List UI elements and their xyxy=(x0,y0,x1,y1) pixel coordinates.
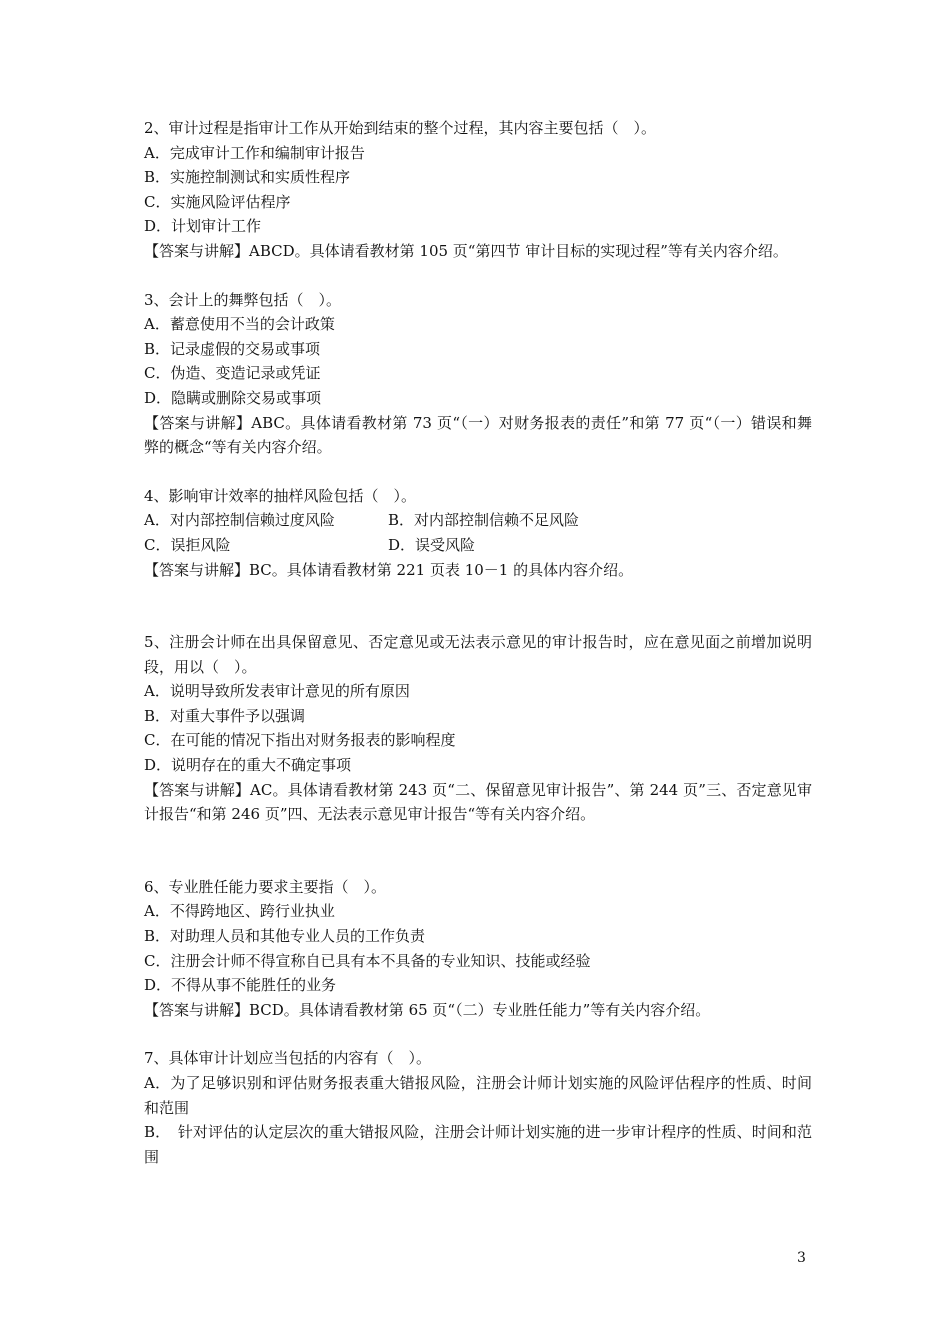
option-b: B．对重大事件予以强调 xyxy=(144,706,306,725)
question-stem: 6、专业胜任能力要求主要指（ ）。 xyxy=(144,877,387,896)
option-b: B．记录虚假的交易或事项 xyxy=(144,339,321,358)
option-d: D．计划审计工作 xyxy=(144,217,262,236)
options-row xyxy=(144,533,812,558)
page-number: 3 xyxy=(797,1250,806,1266)
options-row xyxy=(144,508,812,533)
question-stem: 5、注册会计师在出具保留意见、否定意见或无法表示意见的审计报告时，应在意见面之前增加说明段，用以（ ）。 xyxy=(144,633,812,676)
question-stem: 3、会计上的舞弊包括（ ）。 xyxy=(144,290,342,309)
question-2 xyxy=(144,116,812,264)
answer-explanation: 【答案与讲解】BCD。具体请看教材第 65 页“（二）专业胜任能力”等有关内容介绍。 xyxy=(144,1000,711,1019)
option-d: D．误受风险 xyxy=(388,535,476,554)
question-4 xyxy=(144,484,812,582)
question-stem: 2、审计过程是指审计工作从开始到结束的整个过程，其内容主要包括（ ）。 xyxy=(144,119,657,137)
answer-explanation: 【答案与讲解】BC。具体请看教材第 221 页表 10－1 的具体内容介绍。 xyxy=(144,560,634,579)
answer-explanation: 【答案与讲解】ABC。具体请看教材第 73 页“（一）对财务报表的责任”和第 77 页“（一）错误和舞弊的概念“等有关内容介绍。 xyxy=(144,413,812,457)
question-stem: 7、具体审计计划应当包括的内容有（ ）。 xyxy=(144,1049,432,1068)
option-b: B．对内部控制信赖不足风险 xyxy=(388,511,580,530)
option-c: C．伪造、变造记录或凭证 xyxy=(144,364,321,383)
option-b: B．对助理人员和其他专业人员的工作负责 xyxy=(144,927,426,946)
question-3 xyxy=(144,288,812,460)
option-c: C．实施风险评估程序 xyxy=(144,192,291,211)
question-list xyxy=(144,116,812,1169)
option-d: D．说明存在的重大不确定事项 xyxy=(144,756,352,775)
option-b: B． 针对评估的认定层次的重大错报风险，注册会计师计划实施的进一步审计程序的性质、时间和范围 xyxy=(144,1123,812,1166)
question-7 xyxy=(144,1046,812,1169)
option-a: A．不得跨地区、跨行业执业 xyxy=(144,902,335,921)
option-a: A．说明导致所发表审计意见的所有原因 xyxy=(144,682,410,701)
question-6 xyxy=(144,875,812,1023)
option-a: A．对内部控制信赖过度风险 xyxy=(144,511,335,530)
question-5 xyxy=(144,630,812,827)
option-c: C．注册会计师不得宣称自已具有本不具备的专业知识、技能或经验 xyxy=(144,951,591,970)
option-c: C．在可能的情况下指出对财务报表的影响程度 xyxy=(144,731,456,750)
option-d: D．隐瞒或删除交易或事项 xyxy=(144,388,322,407)
option-a: A．蓄意使用不当的会计政策 xyxy=(144,315,335,334)
answer-explanation: 【答案与讲解】AC。具体请看教材第 243 页“二、保留意见审计报告”、第 244 页”三、否定意见审计报告“和第 246 页”四、无法表示意见审计报告“等有关内容介绍。 xyxy=(144,780,812,824)
answer-explanation: 【答案与讲解】ABCD。具体请看教材第 105 页“第四节 审计目标的实现过程”等有关内容介绍。 xyxy=(144,241,788,260)
question-stem: 4、影响审计效率的抽样风险包括（ ）。 xyxy=(144,486,417,505)
option-a: A．为了足够识别和评估财务报表重大错报风险，注册会计师计划实施的风险评估程序的性质、时间和范围 xyxy=(144,1074,812,1117)
option-b: B．实施控制测试和实质性程序 xyxy=(144,168,351,187)
option-c: C．误拒风险 xyxy=(144,535,231,554)
option-d: D．不得从事不能胜任的业务 xyxy=(144,976,337,995)
option-a: A．完成审计工作和编制审计报告 xyxy=(144,143,365,162)
